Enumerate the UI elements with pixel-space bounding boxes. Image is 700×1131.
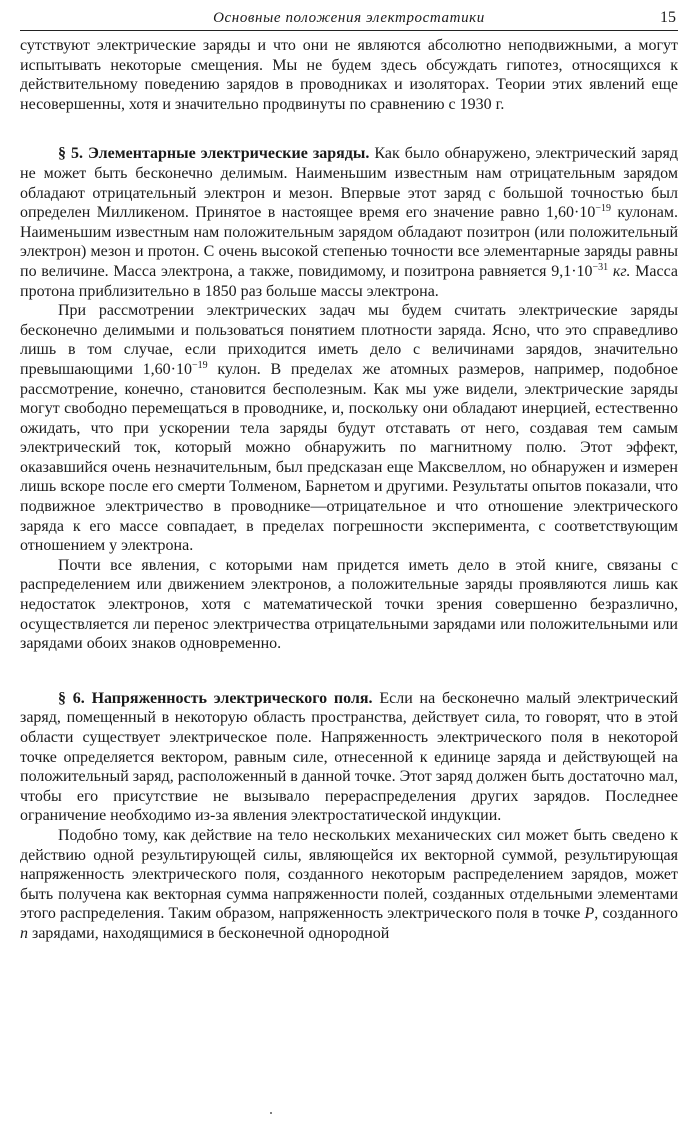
- exponent: −31: [592, 261, 609, 273]
- section-6-paragraph-2: Подобно тому, как действие на тело нескольких механических сил может быть сведено к действию одной результирующей силы, являющейся их векторной суммой, результирующая напряженность электрического поля, созданного некоторым распределением зарядов, может быть получена как векторная сумма напряженности полей, созданных отдельными элементами этого распределения. Таким образом, напряженность электрического поля в точке P, созданного n зарядами, находящимися в бесконечной однородной: [20, 826, 678, 942]
- section-5-paragraph-1: § 5. Элементарные электрические заряды. Как было обнаружено, электрический заряд не может быть бесконечно делимым. Наименьшим известным нам отрицательным зарядом обладают отрицательный электрон и мезон. Впервые этот заряд с большой точностью был определен Милликеном. Принятое в настоящее время его значение равно $1,60\cdot 10^{-19}$ кулонам. Наименьшим известным нам положительным зарядом обладают позитрон (или положительный электрон) мезон и протон. С очень высокой степенью точности все элементарные заряды равны по величине. Масса электрона, а также, повидимому, и позитрона равняется $9,1\cdot 10^{-31}$ кг. Масса протона приблизительно в 1850 раз больше массы электрона.: [20, 145, 679, 300]
- unit-kg: кг.: [608, 262, 631, 280]
- variable-P: P: [584, 905, 595, 923]
- running-header: [20, 8, 678, 31]
- section-5-paragraph-2: При рассмотрении электрических задач мы будем считать электрические заряды бесконечно делимыми и пользоваться понятием плотности заряда. Ясно, что это справедливо лишь в том случае, если приходится иметь дело с величинами зарядов, значительно превышающими $1,60\cdot 10^{-19}$ кулон. В пределах же атомных размеров, например, подобное рассмотрение, конечно, становится бесполезным. Как мы уже видели, электрические заряды могут свободно перемещаться в проводнике, и, поскольку они обладают инерцией, естественно ожидать, что при ускорении тела заряды будут отставать от него, создавая тем самым электрический ток, который можно обнаружить по магнитному полю. Этот эффект, оказавшийся очень незначительным, был предсказан еще Максвеллом, но обнаружен и измерен лишь вскоре после его смерти Толменом, Барнетом и другими. Результаты опытов показали, что подвижное электричество в проводнике—отрицательное и что отношение электрического заряда к его массе совпадает, в пределах погрешности эксперимента, с соответствующим отношением у электрона.: [20, 302, 678, 555]
- variable-n: n: [20, 924, 28, 942]
- section-6-heading: § 6. Напряженность электрического поля.: [58, 689, 373, 707]
- section-5-paragraph-3: Почти все явления, с которыми нам придется иметь дело в этой книге, связаны с распределением или движением электронов, а положительные заряды проявляются лишь как недостаток электронов, хотя с математической точки зрения совершенно безразлично, осуществляется ли перенос электричества отрицательными зарядами или положительными или зарядами обоих знаков одновременно.: [20, 556, 678, 653]
- print-speck: [270, 1112, 272, 1114]
- running-title: Основные положения электростатики: [213, 10, 485, 26]
- paragraph-continuation: сутствуют электрические заряды и что они не являются абсолютно неподвижными, а могут испытывать некоторые смещения. Мы не будем здесь обсуждать гипотез, относящихся к действительному поведению зарядов в проводниках и изоляторах. Теории этих явлений еще несовершенны, хотя и значительно продвинуты по сравнению с 1930 г.: [20, 37, 678, 113]
- page-body: [20, 36, 678, 944]
- exponent: −19: [595, 203, 611, 215]
- page-number: 15: [660, 9, 676, 26]
- section-6-paragraph-1: § 6. Напряженность электрического поля. Если на бесконечно малый электрический заряд, помещенный в некоторую область пространства, действует сила, то говорят, что в этой области существует электрическое поле. Напряженность электрического поля в некоторой точке определяется вектором, равным силе, отнесенной к единице заряда и действующей на положительный заряд, расположенный в данной точке. Этот заряд должен быть достаточно мал, чтобы его присутствие не вызывало перераспределения других зарядов. Последнее ограничение необходимо из-за явления электростатической индукции.: [20, 689, 679, 825]
- exponent: −19: [192, 359, 208, 371]
- section-5-heading: § 5. Элементарные электрические заряды.: [58, 145, 370, 163]
